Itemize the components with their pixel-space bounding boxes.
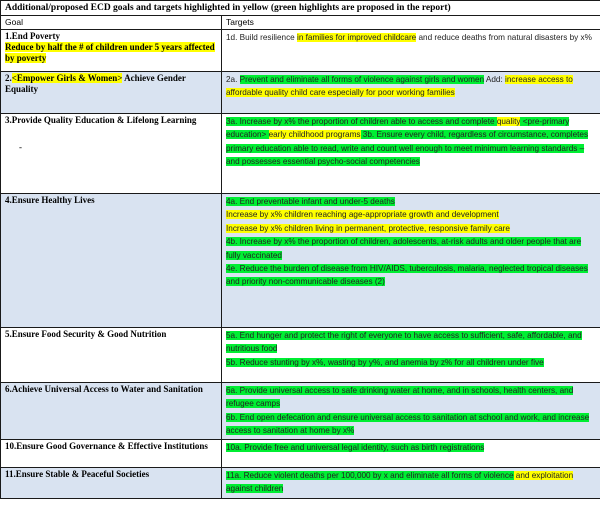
target-report-text: 5a. End hunger and protect the right of everyone to have access to sufficient, safe, affordable, and nutritious food bbox=[226, 331, 582, 354]
target-line bbox=[226, 208, 596, 221]
target-report-text: 11a. Reduce violent deaths per 100,000 by x and eliminate all forms of violence bbox=[226, 470, 514, 480]
table-caption-row bbox=[1, 1, 600, 16]
target-report-text: 10a. Provide free and universal legal identity, such as birth registrations bbox=[226, 442, 485, 452]
goal-row-quality-education bbox=[1, 114, 600, 194]
goal-title: 3.Provide Quality Education & Lifelong Learning bbox=[5, 115, 197, 125]
goal-title: 1.End Poverty bbox=[5, 31, 60, 41]
goal-title: 10.Ensure Good Governance & Effective Institutions bbox=[5, 440, 208, 451]
target-report-text: 3a. Increase by x% the proportion of children able to access and complete bbox=[226, 117, 497, 126]
goal-row-gender-equality bbox=[1, 72, 600, 114]
goal-row-water-sanitation bbox=[1, 383, 600, 440]
target-report-text: 5b. Reduce stunting by x%, wasting by y%, and anemia by z% for all children under five bbox=[226, 357, 544, 367]
target-report-text: 4b. Increase by x% the proportion of children, adolescents, at-risk adults and older people that are fully vaccinated bbox=[226, 237, 582, 260]
goal-cell bbox=[1, 72, 222, 114]
goal-cell bbox=[1, 328, 222, 383]
goal-cell bbox=[1, 383, 222, 440]
goal-title: 11.Ensure Stable & Peaceful Societies bbox=[5, 468, 150, 479]
targets-cell bbox=[222, 194, 600, 328]
goal-title: 5.Ensure Food Security & Good Nutrition bbox=[5, 329, 167, 339]
target-proposed-text: early childhood programs bbox=[268, 130, 361, 140]
target-line bbox=[226, 262, 596, 289]
target-text: 1d. Build resilience bbox=[226, 33, 297, 42]
target-proposed-text: Increase by x% children living in permanent, protective, responsive family care bbox=[226, 223, 510, 233]
goal-cell bbox=[1, 467, 222, 498]
targets-cell bbox=[222, 439, 600, 467]
targets-cell bbox=[222, 467, 600, 498]
goal-cell bbox=[1, 439, 222, 467]
targets-column-header: Targets bbox=[222, 16, 600, 30]
target-id: 2a. bbox=[226, 75, 240, 84]
goal-title: 4.Ensure Healthy Lives bbox=[5, 195, 95, 205]
target-report-text: <pre-primary education> bbox=[226, 117, 570, 140]
goal-row-good-governance bbox=[1, 439, 600, 467]
target-report-text: 6b. End open defecation and ensure universal access to sanitation at school and work, and increase access to sanitation at home by x% bbox=[226, 412, 590, 436]
goal-column-header: Goal bbox=[1, 16, 222, 30]
goal-row-healthy-lives bbox=[1, 194, 600, 328]
target-line bbox=[226, 411, 596, 438]
goal-row-food-security bbox=[1, 328, 600, 383]
target-report-text: against children bbox=[226, 484, 284, 494]
target-report-text: 4e. Reduce the burden of disease from HIV/AIDS, tuberculosis, malaria, neglected tropical diseases and priority non-communicable diseases (2) bbox=[226, 264, 588, 287]
target-text: and reduce deaths from natural disasters by x% bbox=[416, 33, 592, 42]
target-line bbox=[226, 384, 596, 411]
target-line bbox=[226, 329, 596, 356]
targets-cell bbox=[222, 383, 600, 440]
target-report-text: 4a. End preventable infant and under-5 deaths bbox=[226, 197, 395, 206]
goal-cell bbox=[1, 114, 222, 194]
target-proposed-text: increase access to affordable quality child care especially for poor working families bbox=[226, 75, 573, 98]
goal-dash-marker: - bbox=[19, 142, 22, 152]
target-proposed-text: Increase by x% children reaching age-appropriate growth and development bbox=[226, 210, 499, 220]
targets-cell bbox=[222, 30, 600, 72]
target-line bbox=[226, 235, 596, 262]
goal-cell bbox=[1, 194, 222, 328]
goal-title: 6.Achieve Universal Access to Water and Sanitation bbox=[5, 384, 203, 394]
target-report-text: 6a. Provide universal access to safe drinking water at home, and in schools, health centers, and refugee camps bbox=[226, 386, 574, 409]
target-report-text: 3b. Ensure every child, regardless of circumstance, completes primary education able to read, write and count well enough to meet minimum learning standards – and possesses essential psycho-social competencies bbox=[226, 130, 589, 167]
target-proposed-text: in families for improved childcare bbox=[297, 33, 417, 42]
goal-title: Achieve Gender Equality bbox=[5, 73, 186, 94]
goal-row-end-poverty bbox=[1, 30, 600, 72]
targets-cell bbox=[222, 114, 600, 194]
target-report-text: Prevent and eliminate all forms of violence against girls and women bbox=[239, 75, 485, 84]
goal-proposed-text: <Empower Girls & Women> bbox=[11, 73, 123, 83]
target-line bbox=[226, 356, 596, 369]
goal-number: 2. bbox=[5, 73, 12, 83]
target-proposed-text: and exploitation bbox=[513, 470, 574, 480]
target-line bbox=[226, 195, 596, 208]
targets-cell bbox=[222, 328, 600, 383]
target-line bbox=[226, 222, 596, 235]
target-proposed-text: quality bbox=[496, 117, 521, 126]
table-header-row bbox=[1, 16, 600, 30]
table-caption: Additional/proposed ECD goals and targets highlighted in yellow (green highlights are proposed in the report) bbox=[1, 1, 600, 16]
targets-cell bbox=[222, 72, 600, 114]
target-add-label: Add: bbox=[484, 75, 506, 84]
goal-row-peaceful-societies bbox=[1, 467, 600, 498]
goal-proposed-text: Reduce by half the # of children under 5 years affected by poverty bbox=[5, 42, 215, 63]
goal-cell bbox=[1, 30, 222, 72]
